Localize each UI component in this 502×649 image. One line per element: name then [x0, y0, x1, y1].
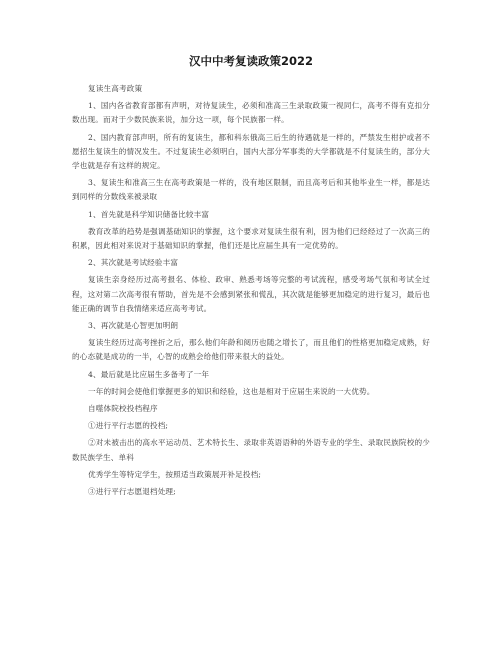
paragraph: ①进行平行志愿的投档;: [88, 421, 169, 431]
paragraph: 1、首先就是科学知识储备比较丰富: [88, 209, 210, 219]
paragraph: 教育改革的趋势是强调基础知识的掌握，这个要求对复读生很有利，因为他们已经经过了一次高三的积累，因此相对来说对于基础知识的掌握，他们还是比应届生具有一定优势的。: [72, 226, 430, 251]
paragraph: 2、其次就是考试经验丰富: [88, 258, 179, 268]
paragraph: 3、复读生和准高三生在高考政策是一样的，没有地区限制，而且高考后和其他毕业生一样，都是达到同样的分数线来被录取: [72, 178, 430, 202]
paragraph: 复读生高考政策: [88, 84, 143, 93]
document-body: [72, 82, 430, 502]
paragraph: 4、最后就是比应届生多备考了一年: [88, 369, 210, 379]
document-title: 汉中中考复读政策2022: [188, 54, 313, 68]
paragraph: 2、国内教育部声明，所有的复读生，都和科东俄高三后生的待遇就是一样的，严禁发生柑护或者不愿招生复读生的情况发生。不过复读生必须明白，国内大部分军事类的大学都就是不付复读生的，部分大学也就是存有这样的规定。: [72, 132, 430, 171]
paragraph: ③进行平行志愿退档处理;: [88, 487, 176, 497]
paragraph: 优秀学生等特定学生，按照适当政策展开补足投档;: [88, 469, 262, 479]
paragraph: 一年的时间会使他们掌握更多的知识和经验，这也是相对于应届生来说的一大优势。: [88, 386, 375, 396]
paragraph: 1、国内各省教育部都有声明，对待复读生，必须和准高三生录取政策一视同仁，高考不得有克扣分数出现。而对于少数民族来说，加分这一项，每个民族都一样。: [72, 101, 430, 125]
paragraph: ②对未被击出的高水平运动员、艺术特长生、录取非英语语种的外语专业的学生、录取民族院校的少数民族学生、单科: [72, 438, 430, 462]
paragraph: 复读生经历过高考挫折之后，那么他们年龄和阅历也随之增长了，而且他们的性格更加稳定成熟，好的心态就是成功的一半，心智的成熟会给他们带来很大的益处。: [72, 338, 430, 362]
paragraph: 自噬体院校投档程序: [88, 404, 158, 414]
paragraph: 3、再次就是心智更加明朗: [88, 321, 179, 331]
paragraph: 复读生亲身经历过高考报名、体检、政审、熟悉考场等完整的考试流程，感受考场气氛和考试全过程，这对第二次高考很有帮助，首先是不会感到紧张和慌乱，其次就是能够更加稳定的进行复习，最后也能正确的调节自我情绪来适应高考考试。: [72, 275, 430, 313]
